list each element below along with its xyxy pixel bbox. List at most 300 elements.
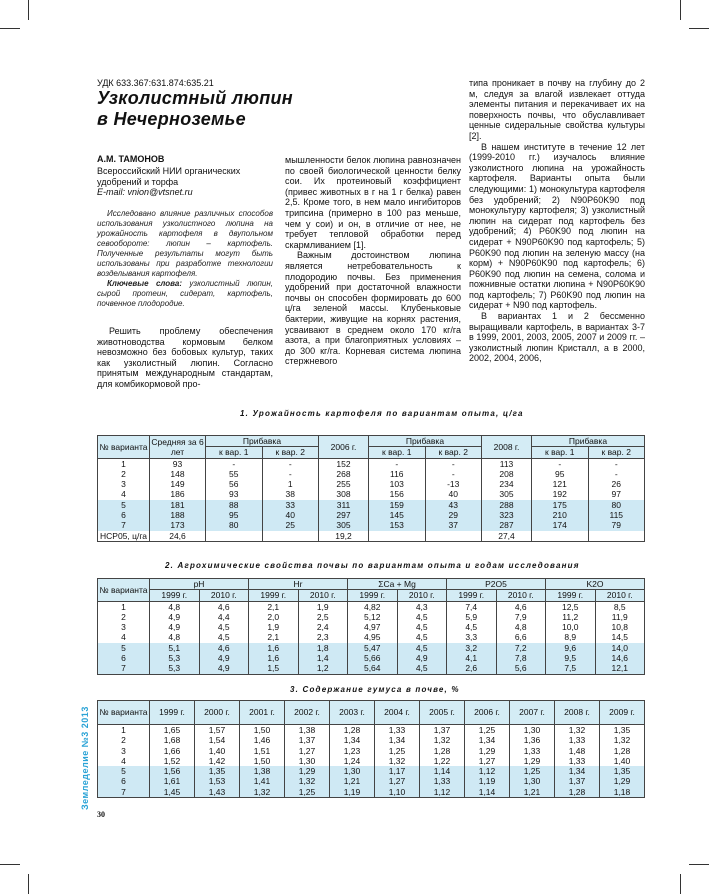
table-cell: 4,8 <box>496 622 546 632</box>
table-cell: 1,33 <box>555 735 600 745</box>
table-cell: 1,53 <box>195 776 240 786</box>
table-cell: 1,32 <box>240 787 285 798</box>
header-row <box>98 701 645 725</box>
table-cell: 1,61 <box>150 776 195 786</box>
table-cell: 38 <box>262 489 319 499</box>
table-cell: 1,9 <box>298 601 348 612</box>
table-cell: 234 <box>482 479 532 489</box>
title-line: Узколистный люпин <box>97 88 293 108</box>
table-cell: 6 <box>98 776 150 786</box>
col-header-avg: Средняя за 6 лет <box>151 436 204 457</box>
table-cell: 24,6 <box>150 531 206 542</box>
table-cell: 2,1 <box>249 632 299 642</box>
table-cell: 2,0 <box>249 612 299 622</box>
table-cell: 1,21 <box>330 776 375 786</box>
col-header-2006: 2006 г. <box>319 436 369 459</box>
table-cell: 7,5 <box>546 663 596 674</box>
table-cell: 188 <box>150 510 206 520</box>
table-cell: 4,5 <box>397 622 447 632</box>
article-title <box>97 88 297 130</box>
table-cell: 1,41 <box>240 776 285 786</box>
table-cell: 1,33 <box>420 776 465 786</box>
table-cell: 297 <box>319 510 369 520</box>
col-header-variant: № варианта <box>98 436 150 459</box>
col-header-year: 1999 г. <box>249 590 299 601</box>
table-cell: - <box>588 458 645 469</box>
table-cell: 115 <box>588 510 645 520</box>
table-cell: 4,6 <box>199 643 249 653</box>
paragraph: типа проникает в почву на глубину до 2 м, следуя за влагой извлекает оттуда элементы питания и перекачивает их на поверхность почвы, что обуславливает ценные сидеральные свойства культуры [2]. <box>469 78 645 141</box>
table-cell: 1,34 <box>330 735 375 745</box>
table-cell: - <box>588 469 645 479</box>
table-cell: 1,30 <box>285 756 330 766</box>
table-cell: 1,57 <box>195 725 240 736</box>
table-cell: 1,37 <box>420 725 465 736</box>
table-cell: 8,5 <box>595 601 645 612</box>
table-cell: 148 <box>150 469 206 479</box>
table-row <box>98 643 645 653</box>
table-cell: 1,50 <box>240 756 285 766</box>
table-cell: 305 <box>482 489 532 499</box>
col-header-year: 1999 г. <box>150 701 195 725</box>
col-header-variant: № варианта <box>98 579 150 602</box>
table-cell: 1,51 <box>240 746 285 756</box>
crop-mark <box>680 0 681 20</box>
table-cell: 4 <box>98 489 150 499</box>
table-cell <box>532 531 589 542</box>
table-3-humus <box>97 700 645 798</box>
col-header-year: 1999 г. <box>447 590 497 601</box>
table-row <box>98 787 645 798</box>
table-cell: 19,2 <box>319 531 369 542</box>
table-cell <box>369 531 426 542</box>
table-cell: 5 <box>98 766 150 776</box>
col-header-increase: Прибавка <box>206 436 319 447</box>
col-header-group: Hr <box>249 579 348 590</box>
table-cell: 27,4 <box>482 531 532 542</box>
table-cell: 1,22 <box>420 756 465 766</box>
col-header-increase: Прибавка <box>532 436 645 447</box>
table-cell: 14,0 <box>595 643 645 653</box>
abstract <box>97 209 273 309</box>
table-cell: 152 <box>319 458 369 469</box>
table-row <box>98 746 645 756</box>
table-cell: 79 <box>588 520 645 530</box>
table-cell: 1,4 <box>298 653 348 663</box>
table-cell: 5,12 <box>348 612 398 622</box>
table-cell: 7,4 <box>447 601 497 612</box>
table-cell: 14,5 <box>595 632 645 642</box>
table-cell: 1,2 <box>298 663 348 674</box>
table-row <box>98 653 645 663</box>
table-cell: 1 <box>98 601 150 612</box>
table-row <box>98 520 645 530</box>
table-cell: 4,6 <box>199 601 249 612</box>
table-cell: 7,8 <box>496 653 546 663</box>
table-cell: 4,5 <box>199 632 249 642</box>
table-cell: 4,8 <box>150 601 200 612</box>
table-cell: 12,1 <box>595 663 645 674</box>
table-cell: 1,25 <box>510 766 555 776</box>
header-row <box>98 590 645 601</box>
table-cell: 1,34 <box>465 735 510 745</box>
body-column-2 <box>285 155 461 367</box>
table-row <box>98 725 645 736</box>
col-header-v1: к вар. 1 <box>532 447 589 458</box>
table-cell: 1,46 <box>240 735 285 745</box>
paragraph: В вариантах 1 и 2 бессменно выращивали картофель, в вариантах 3-7 в 1999, 2001, 2003, 2005, 2007 и 2009 гг. – узколистный люпин Кристалл, а в 2000, 2002, 2004, 2006, <box>469 311 645 364</box>
table-cell: 1,29 <box>600 776 645 786</box>
table-cell: 1,65 <box>150 725 195 736</box>
author-email[interactable]: E-mail: vnion@vtsnet.ru <box>97 187 193 197</box>
table-cell: 1,27 <box>375 776 420 786</box>
table-cell: 4,9 <box>397 653 447 663</box>
table-row <box>98 458 645 469</box>
table-cell: 1,23 <box>330 746 375 756</box>
crop-mark <box>28 874 29 894</box>
udk-code: УДК 633.367:631.874:635.21 <box>97 78 214 88</box>
table-row <box>98 756 645 766</box>
table-cell: 1,28 <box>420 746 465 756</box>
affiliation-line: Всероссийский НИИ органических <box>97 166 241 176</box>
table-row <box>98 612 645 622</box>
table-cell: 1,14 <box>420 766 465 776</box>
table-cell: 1,19 <box>330 787 375 798</box>
table-cell: 4 <box>98 632 150 642</box>
body-column-3 <box>469 78 645 364</box>
table-row-nsr <box>98 531 645 542</box>
table-cell: 1,14 <box>465 787 510 798</box>
table-cell: 1,35 <box>600 766 645 776</box>
table-cell: 1,8 <box>298 643 348 653</box>
col-header-group: ΣCa + Mg <box>348 579 447 590</box>
table-cell: 1,28 <box>600 746 645 756</box>
col-header-v2: к вар. 2 <box>588 447 645 458</box>
table-cell: 1,9 <box>249 622 299 632</box>
table-cell: 311 <box>319 500 369 510</box>
table-cell: 1 <box>98 725 150 736</box>
table-cell: 8,9 <box>546 632 596 642</box>
table-cell: 4,5 <box>447 622 497 632</box>
table-cell: 2,6 <box>447 663 497 674</box>
crop-mark <box>680 874 681 894</box>
col-header-year: 2000 г. <box>195 701 240 725</box>
table-cell: 4 <box>98 756 150 766</box>
table-cell: 1,50 <box>240 725 285 736</box>
table-cell: 11,2 <box>546 612 596 622</box>
table-cell: 5,1 <box>150 643 200 653</box>
table-cell: 3 <box>98 479 150 489</box>
table-cell <box>262 531 319 542</box>
table-cell: 1,32 <box>600 735 645 745</box>
table-cell: 6 <box>98 653 150 663</box>
table-cell <box>425 531 482 542</box>
table-cell: 1,32 <box>555 725 600 736</box>
table-cell: 95 <box>206 510 263 520</box>
col-header-year: 1999 г. <box>348 590 398 601</box>
col-header-year: 2010 г. <box>595 590 645 601</box>
table-row <box>98 489 645 499</box>
table-cell: 174 <box>532 520 589 530</box>
col-header-year: 2003 г. <box>330 701 375 725</box>
table-cell: - <box>369 458 426 469</box>
col-header-variant: № варианта <box>98 701 150 725</box>
table-cell: 1,36 <box>510 735 555 745</box>
col-header-v1: к вар. 1 <box>206 447 263 458</box>
table-cell: 3 <box>98 746 150 756</box>
table-cell: 10,0 <box>546 622 596 632</box>
body-column-1 <box>97 326 273 390</box>
crop-mark <box>28 0 29 20</box>
table-cell: 6,6 <box>496 632 546 642</box>
table-cell: 11,9 <box>595 612 645 622</box>
table-cell: 2,1 <box>249 601 299 612</box>
table-cell: 80 <box>588 500 645 510</box>
table-cell: - <box>262 458 319 469</box>
table-cell: 25 <box>262 520 319 530</box>
abstract-text: Исследовано влияние различных способов использования узколистного люпина на урожайность картофеля в двупольном севообороте: люпин – картофель. Полученные результаты могут быть использованы при разработке технологии возделывания картофеля. <box>97 209 273 278</box>
table-cell: 7 <box>98 787 150 798</box>
table-row <box>98 663 645 674</box>
col-header-group: P2O5 <box>447 579 546 590</box>
table-row <box>98 601 645 612</box>
table-cell: 1,40 <box>600 756 645 766</box>
table-cell: 1,19 <box>465 776 510 786</box>
table-cell: 1,35 <box>195 766 240 776</box>
table-cell: - <box>532 458 589 469</box>
table-cell: 308 <box>319 489 369 499</box>
col-header-year: 2010 г. <box>298 590 348 601</box>
table-cell: 88 <box>206 500 263 510</box>
paragraph: Решить проблему обеспечения животноводства кормовым белком невозможно без бобовых культур, таких как узколистный люпин. Согласно принятым международным стандартам, для комбикормовой про- <box>97 326 273 389</box>
table-cell: 1,30 <box>330 766 375 776</box>
table-cell: 9,5 <box>546 653 596 663</box>
table-cell: 1,18 <box>600 787 645 798</box>
table-cell: НСР05, ц/га <box>98 531 150 542</box>
table-cell: 1,27 <box>465 756 510 766</box>
table-cell: 113 <box>482 458 532 469</box>
table-cell: 5 <box>98 643 150 653</box>
table-cell: 116 <box>369 469 426 479</box>
table-2-agrochemical <box>97 578 645 675</box>
table-row <box>98 479 645 489</box>
table-cell: 5,64 <box>348 663 398 674</box>
table-cell: 1,38 <box>240 766 285 776</box>
crop-mark <box>689 864 709 865</box>
table-cell: 208 <box>482 469 532 479</box>
table-cell: 103 <box>369 479 426 489</box>
table-cell: 1,24 <box>330 756 375 766</box>
col-header-2008: 2008 г. <box>482 436 532 459</box>
table-cell: 1,21 <box>510 787 555 798</box>
table-cell: 37 <box>425 520 482 530</box>
table-cell: 6 <box>98 510 150 520</box>
crop-mark <box>0 864 20 865</box>
table-row <box>98 622 645 632</box>
table-cell: 4,5 <box>397 643 447 653</box>
table-cell: 1,33 <box>510 746 555 756</box>
table-cell: 4,9 <box>150 612 200 622</box>
table-cell: 5,3 <box>150 663 200 674</box>
col-header-v2: к вар. 2 <box>425 447 482 458</box>
table-cell: 95 <box>532 469 589 479</box>
table-row <box>98 632 645 642</box>
table-cell: 14,6 <box>595 653 645 663</box>
journal-label: Земледелие №3 2013 <box>80 706 90 810</box>
table-cell: 40 <box>425 489 482 499</box>
col-header-year: 2006 г. <box>465 701 510 725</box>
table-cell: 1,54 <box>195 735 240 745</box>
table-cell: 2,4 <box>298 622 348 632</box>
table-cell: 4,6 <box>496 601 546 612</box>
table-cell: 2 <box>98 612 150 622</box>
table-cell: 1,28 <box>555 787 600 798</box>
header-row <box>98 579 645 590</box>
table-cell: 1,66 <box>150 746 195 756</box>
table-cell: 4,5 <box>397 632 447 642</box>
table-cell <box>588 531 645 542</box>
table-cell: 4,82 <box>348 601 398 612</box>
table-2-caption: 2. Агрохимические свойства почвы по вариантам опыта и годам исследования <box>165 561 580 570</box>
crop-mark <box>0 28 20 29</box>
table-cell: 1,6 <box>249 643 299 653</box>
table-1-potato-yield <box>97 435 645 542</box>
table-cell: - <box>206 458 263 469</box>
table-cell: 7 <box>98 663 150 674</box>
table-row <box>98 776 645 786</box>
table-cell: 9,6 <box>546 643 596 653</box>
table-cell: 97 <box>588 489 645 499</box>
table-cell: 186 <box>150 489 206 499</box>
table-cell: 210 <box>532 510 589 520</box>
table-cell: 40 <box>262 510 319 520</box>
col-header-year: 2007 г. <box>510 701 555 725</box>
col-header-year: 2008 г. <box>555 701 600 725</box>
col-header-v1: к вар. 1 <box>369 447 426 458</box>
table-cell: 1,38 <box>285 725 330 736</box>
table-cell: 4,3 <box>397 601 447 612</box>
col-header-year: 2010 г. <box>199 590 249 601</box>
paragraph: мышленности белок люпина равнозначен по своей биологической ценности белку сои. Их протеиновый коэффициент (привес животных в г на 1 г белка) равен 2,5. Кроме того, в нем мало ингибиторов трипсина (примерно в 100 раз меньше, чем у сои) и он, в отличие от нее, не требует тепловой обработки перед скармливанием [1]. <box>285 155 461 250</box>
table-cell: 2 <box>98 735 150 745</box>
table-cell: - <box>425 469 482 479</box>
table-cell: 5,47 <box>348 643 398 653</box>
table-cell <box>206 531 263 542</box>
table-cell: 4,5 <box>397 663 447 674</box>
table-cell: 29 <box>425 510 482 520</box>
table-cell: 1,48 <box>555 746 600 756</box>
table-cell: 10,8 <box>595 622 645 632</box>
col-header-increase: Прибавка <box>369 436 482 447</box>
table-cell: 181 <box>150 500 206 510</box>
table-cell: 1,56 <box>150 766 195 776</box>
table-cell: 1,30 <box>510 725 555 736</box>
table-cell: 1,27 <box>285 746 330 756</box>
table-cell: 56 <box>206 479 263 489</box>
table-cell: 1,32 <box>420 735 465 745</box>
table-cell: 1,32 <box>375 756 420 766</box>
table-cell: 159 <box>369 500 426 510</box>
table-cell: -13 <box>425 479 482 489</box>
table-cell: 5,66 <box>348 653 398 663</box>
table-cell: 1,6 <box>249 653 299 663</box>
table-cell: 268 <box>319 469 369 479</box>
table-cell: 1,37 <box>285 735 330 745</box>
table-cell: 323 <box>482 510 532 520</box>
table-cell: 3,3 <box>447 632 497 642</box>
table-cell: 5,9 <box>447 612 497 622</box>
table-row <box>98 500 645 510</box>
table-cell: 12,5 <box>546 601 596 612</box>
table-cell: 305 <box>319 520 369 530</box>
col-header-group: K2O <box>546 579 645 590</box>
table-cell: 1,34 <box>375 735 420 745</box>
table-cell: 4,97 <box>348 622 398 632</box>
table-row <box>98 735 645 745</box>
table-row <box>98 469 645 479</box>
table-cell: 153 <box>369 520 426 530</box>
table-cell: 1,29 <box>285 766 330 776</box>
table-cell: 149 <box>150 479 206 489</box>
table-cell: 1,40 <box>195 746 240 756</box>
table-cell: 1,45 <box>150 787 195 798</box>
table-cell: 7,9 <box>496 612 546 622</box>
table-cell: 33 <box>262 500 319 510</box>
table-cell: 1,25 <box>375 746 420 756</box>
keywords-label: Ключевые слова: <box>107 279 183 288</box>
table-cell: 145 <box>369 510 426 520</box>
table-cell: 26 <box>588 479 645 489</box>
table-cell: 2,3 <box>298 632 348 642</box>
col-header-year: 2010 г. <box>397 590 447 601</box>
table-cell: 1,43 <box>195 787 240 798</box>
table-cell: 1,29 <box>510 756 555 766</box>
table-cell: 1,12 <box>420 787 465 798</box>
table-cell: 1,10 <box>375 787 420 798</box>
col-header-year: 2005 г. <box>420 701 465 725</box>
table-1-caption: 1. Урожайность картофеля по вариантам опыта, ц/га <box>240 409 524 418</box>
col-header-year: 2001 г. <box>240 701 285 725</box>
col-header-year: 2009 г. <box>600 701 645 725</box>
paragraph: В нашем институте в течение 12 лет (1999-2010 гг.) изучалось влияние узколистного люпина на урожайность картофеля. Варианты опыта были следующими: 1) монокультура картофеля без удобрений; 2) N90P60K90 под монокультуру картофеля; 3) узколистный люпин на сидерат под картофель без удобрений; 4) P60K90 под люпин на сидерат + N90P60K90 под картофель; 5) P60K90 под люпин на зеленую массу (на корм) + N90P60K90 под картофель; 6) P60K90 под люпин на семена, солома и пожнивные остатки люпина + N90P60K90 под картофель; 7) P60K90 под люпин на сидерат + N90 под картофель. <box>469 141 645 311</box>
table-cell: 255 <box>319 479 369 489</box>
table-cell: 93 <box>206 489 263 499</box>
table-cell: 4,9 <box>199 663 249 674</box>
table-cell: 1,68 <box>150 735 195 745</box>
table-cell: 5 <box>98 500 150 510</box>
col-header-year: 1999 г. <box>546 590 596 601</box>
paragraph: Важным достоинством люпина является нетребовательность к плодородию почвы. Без применения удобрений при достаточной влажности почвы он способен формировать до 600 ц/га зеленой массы. Клубеньковые бактерии, живущие на корнях растения, усваивают в среднем около 170 кг/га азота, а при благоприятных условиях – до 300 кг/га. Корневая система люпина стержневого <box>285 250 461 367</box>
table-cell: 1,12 <box>465 766 510 776</box>
table-cell: 175 <box>532 500 589 510</box>
table-cell: - <box>425 458 482 469</box>
table-cell: 1,28 <box>330 725 375 736</box>
page-number: 30 <box>97 810 105 819</box>
col-header-year: 2004 г. <box>375 701 420 725</box>
col-header-v2: к вар. 2 <box>262 447 319 458</box>
author-affiliation <box>97 166 267 198</box>
table-cell: 192 <box>532 489 589 499</box>
table-cell: 1 <box>98 458 150 469</box>
table-cell: 1 <box>262 479 319 489</box>
author-name: А.М. ТАМОНОВ <box>97 154 165 164</box>
table-cell: 156 <box>369 489 426 499</box>
table-cell: 43 <box>425 500 482 510</box>
table-cell: 2 <box>98 469 150 479</box>
table-cell: 1,32 <box>285 776 330 786</box>
table-cell: - <box>262 469 319 479</box>
table-cell: 7 <box>98 520 150 530</box>
